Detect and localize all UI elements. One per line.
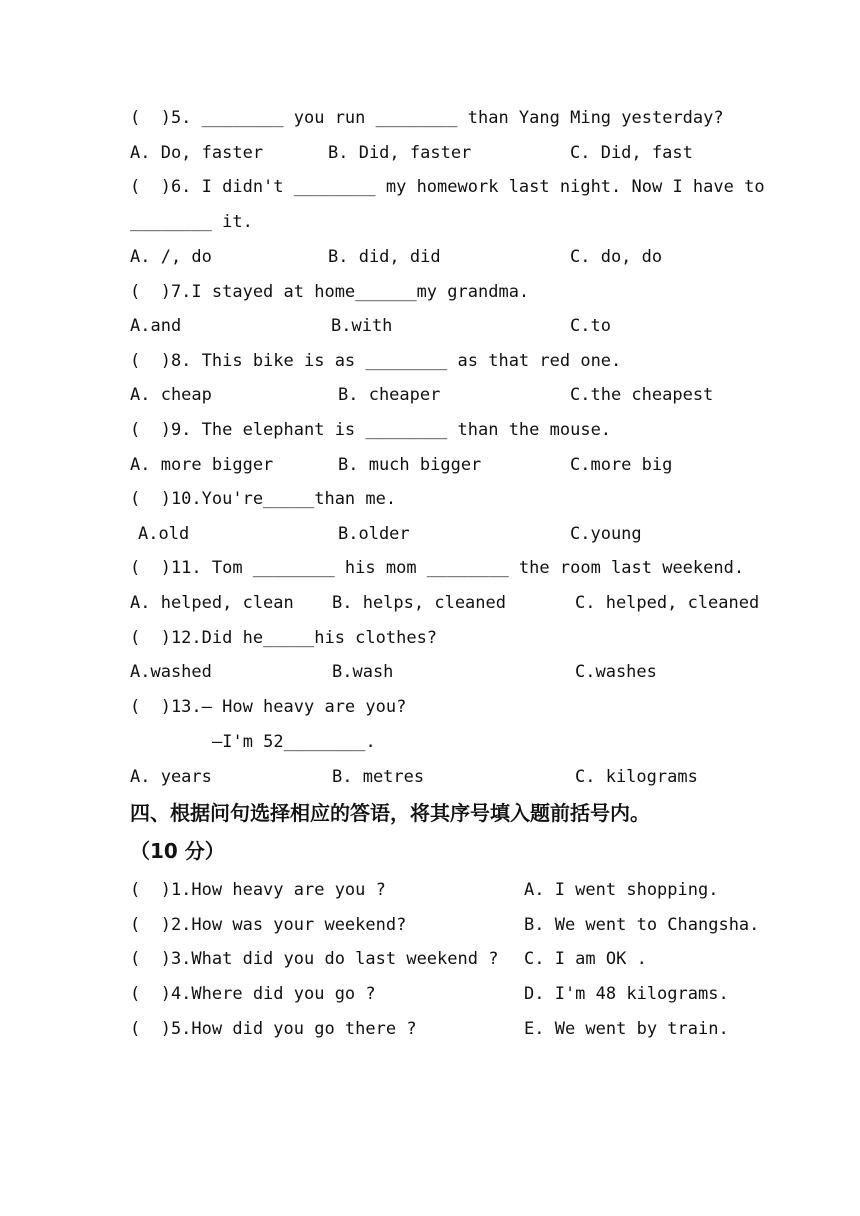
question-5-stem: ( )5. ________ you run ________ than Yang Ming yesterday? bbox=[130, 108, 724, 128]
question-13-option-c: C. kilograms bbox=[575, 767, 698, 787]
question-9-option-b: B. much bigger bbox=[338, 455, 482, 475]
question-9-option-c: C.more big bbox=[570, 455, 673, 475]
matching-answer-d: D. I'm 48 kilograms. bbox=[524, 984, 729, 1004]
question-8-option-c: C.the cheapest bbox=[570, 385, 714, 405]
question-9-option-a: A. more bigger bbox=[130, 455, 274, 475]
matching-answer-a: A. I went shopping. bbox=[524, 880, 719, 900]
section-4-points: （10 分） bbox=[130, 839, 225, 863]
question-6-option-b: B. did, did bbox=[328, 247, 441, 267]
question-12-stem: ( )12.Did he_____his clothes? bbox=[130, 628, 438, 648]
question-13-option-a: A. years bbox=[130, 767, 212, 787]
question-11-option-b: B. helps, cleaned bbox=[332, 593, 506, 613]
matching-question-1: ( )1.How heavy are you ? bbox=[130, 880, 386, 900]
matching-answer-b: B. We went to Changsha. bbox=[524, 915, 760, 935]
question-13-stem-continued: —I'm 52________. bbox=[212, 732, 376, 752]
question-12-option-c: C.washes bbox=[575, 662, 657, 682]
question-7-option-a: A.and bbox=[130, 316, 182, 336]
question-6-option-a: A. /, do bbox=[130, 247, 212, 267]
question-7-option-b: B.with bbox=[331, 316, 393, 336]
question-11-option-c: C. helped, cleaned bbox=[575, 593, 760, 613]
question-9-stem: ( )9. The elephant is ________ than the mouse. bbox=[130, 420, 612, 440]
question-7-option-c: C.to bbox=[570, 316, 611, 336]
question-10-option-c: C.young bbox=[570, 524, 642, 544]
matching-question-2: ( )2.How was your weekend? bbox=[130, 915, 407, 935]
question-5-option-b: B. Did, faster bbox=[328, 143, 472, 163]
question-11-option-a: A. helped, clean bbox=[130, 593, 294, 613]
question-5-option-a: A. Do, faster bbox=[130, 143, 264, 163]
question-6-option-c: C. do, do bbox=[570, 247, 663, 267]
question-8-option-b: B. cheaper bbox=[338, 385, 441, 405]
question-13-stem: ( )13.— How heavy are you? bbox=[130, 697, 407, 717]
question-12-option-b: B.wash bbox=[332, 662, 394, 682]
question-12-option-a: A.washed bbox=[130, 662, 212, 682]
matching-question-5: ( )5.How did you go there ? bbox=[130, 1019, 417, 1039]
question-10-option-b: B.older bbox=[338, 524, 410, 544]
question-7-stem: ( )7.I stayed at home______my grandma. bbox=[130, 282, 530, 302]
question-13-option-b: B. metres bbox=[332, 767, 425, 787]
matching-answer-e: E. We went by train. bbox=[524, 1019, 729, 1039]
question-5-option-c: C. Did, fast bbox=[570, 143, 693, 163]
question-8-stem: ( )8. This bike is as ________ as that red one. bbox=[130, 351, 622, 371]
question-10-option-a: A.old bbox=[138, 524, 190, 544]
question-6-stem-continued: ________ it. bbox=[130, 212, 253, 232]
question-10-stem: ( )10.You're_____than me. bbox=[130, 489, 397, 509]
matching-question-3: ( )3.What did you do last weekend ? bbox=[130, 949, 499, 969]
question-6-stem: ( )6. I didn't ________ my homework last night. Now I have to bbox=[130, 177, 765, 197]
section-4-title: 四、根据问句选择相应的答语，将其序号填入题前括号内。 bbox=[130, 801, 650, 825]
question-8-option-a: A. cheap bbox=[130, 385, 212, 405]
matching-question-4: ( )4.Where did you go ? bbox=[130, 984, 376, 1004]
question-11-stem: ( )11. Tom ________ his mom ________ the room last weekend. bbox=[130, 558, 745, 578]
matching-answer-c: C. I am OK . bbox=[524, 949, 647, 969]
